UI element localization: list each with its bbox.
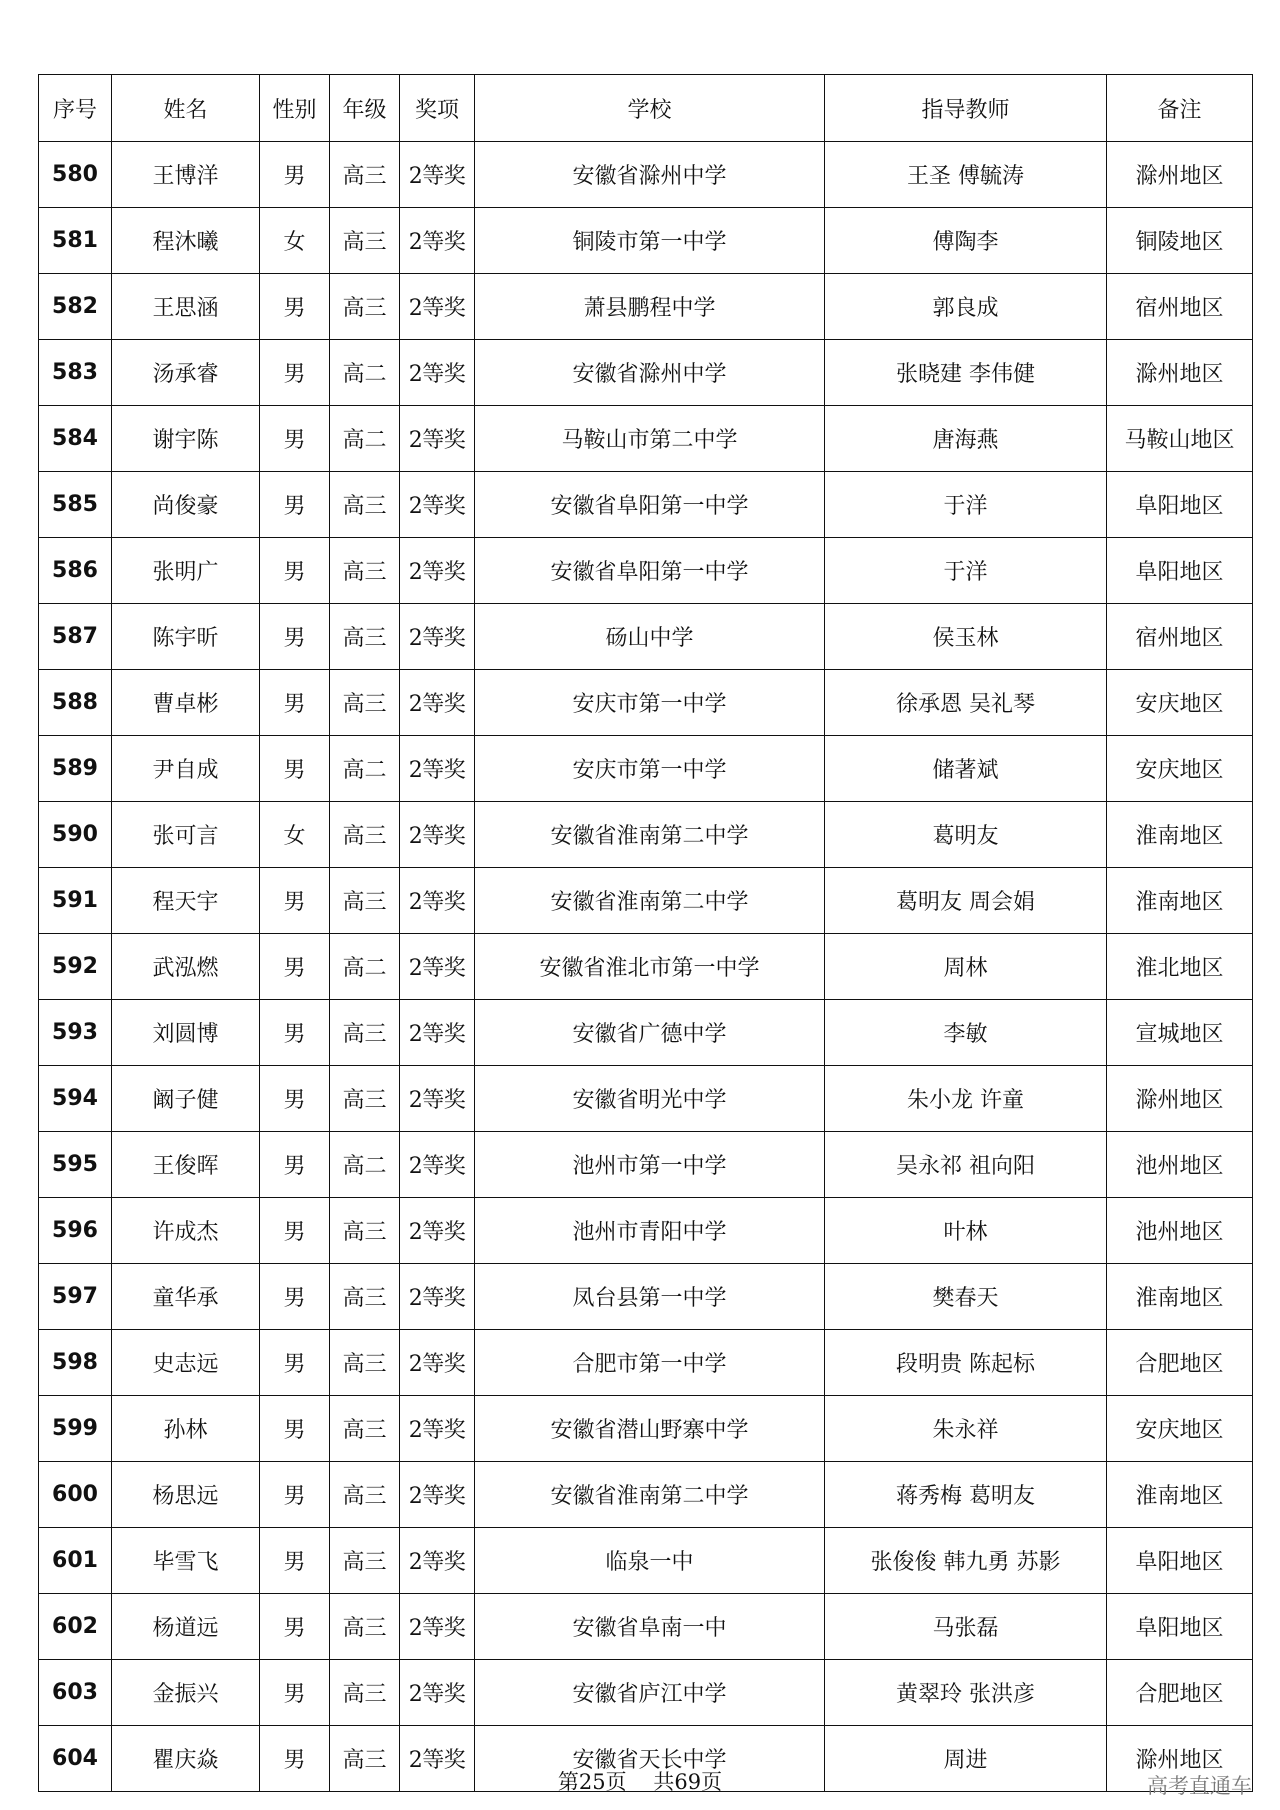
cell-award: 2等奖: [400, 1066, 475, 1132]
cell-no: 584: [39, 406, 112, 472]
cell-note: 合肥地区: [1107, 1660, 1253, 1726]
cell-name: 许成杰: [112, 1198, 260, 1264]
cell-grade: 高三: [330, 1000, 400, 1066]
cell-award: 2等奖: [400, 934, 475, 1000]
cell-grade: 高三: [330, 1726, 400, 1792]
cell-grade: 高三: [330, 1462, 400, 1528]
table-row: [39, 1198, 1253, 1264]
header-school: 学校: [475, 75, 825, 142]
table-row: [39, 1132, 1253, 1198]
cell-no: 598: [39, 1330, 112, 1396]
cell-no: 588: [39, 670, 112, 736]
cell-teacher: 蒋秀梅 葛明友: [825, 1462, 1107, 1528]
cell-grade: 高三: [330, 1264, 400, 1330]
cell-gender: 男: [260, 1264, 330, 1330]
cell-name: 陈宇昕: [112, 604, 260, 670]
cell-school: 临泉一中: [475, 1528, 825, 1594]
cell-award: 2等奖: [400, 1132, 475, 1198]
cell-gender: 男: [260, 472, 330, 538]
table-row: [39, 340, 1253, 406]
cell-gender: 男: [260, 1594, 330, 1660]
cell-name: 瞿庆焱: [112, 1726, 260, 1792]
watermark-text: 高考直通车: [1147, 1774, 1252, 1798]
table-row: [39, 1396, 1253, 1462]
cell-school: 砀山中学: [475, 604, 825, 670]
cell-grade: 高三: [330, 1396, 400, 1462]
cell-note: 淮南地区: [1107, 1462, 1253, 1528]
cell-gender: 男: [260, 868, 330, 934]
cell-grade: 高三: [330, 670, 400, 736]
cell-grade: 高三: [330, 1660, 400, 1726]
cell-no: 599: [39, 1396, 112, 1462]
cell-name: 张可言: [112, 802, 260, 868]
cell-note: 池州地区: [1107, 1132, 1253, 1198]
cell-grade: 高三: [330, 472, 400, 538]
cell-school: 安庆市第一中学: [475, 670, 825, 736]
cell-note: 滁州地区: [1107, 1066, 1253, 1132]
cell-gender: 男: [260, 142, 330, 208]
cell-award: 2等奖: [400, 1330, 475, 1396]
cell-name: 张明广: [112, 538, 260, 604]
header-no: 序号: [39, 75, 112, 142]
table-row: [39, 1462, 1253, 1528]
cell-note: 合肥地区: [1107, 1330, 1253, 1396]
table-row: [39, 274, 1253, 340]
cell-no: 581: [39, 208, 112, 274]
cell-teacher: 王圣 傅毓涛: [825, 142, 1107, 208]
cell-school: 铜陵市第一中学: [475, 208, 825, 274]
cell-teacher: 唐海燕: [825, 406, 1107, 472]
cell-note: 宣城地区: [1107, 1000, 1253, 1066]
cell-name: 尚俊豪: [112, 472, 260, 538]
cell-award: 2等奖: [400, 1660, 475, 1726]
cell-name: 曹卓彬: [112, 670, 260, 736]
cell-note: 淮北地区: [1107, 934, 1253, 1000]
cell-gender: 男: [260, 274, 330, 340]
cell-award: 2等奖: [400, 1726, 475, 1792]
cell-note: 安庆地区: [1107, 670, 1253, 736]
cell-school: 合肥市第一中学: [475, 1330, 825, 1396]
cell-name: 杨道远: [112, 1594, 260, 1660]
cell-grade: 高三: [330, 142, 400, 208]
table-row: [39, 1660, 1253, 1726]
header-row: [39, 75, 1253, 142]
table-row: [39, 208, 1253, 274]
cell-school: 安徽省淮南第二中学: [475, 802, 825, 868]
cell-award: 2等奖: [400, 406, 475, 472]
cell-grade: 高二: [330, 934, 400, 1000]
cell-note: 淮南地区: [1107, 802, 1253, 868]
cell-award: 2等奖: [400, 1264, 475, 1330]
cell-teacher: 周进: [825, 1726, 1107, 1792]
cell-note: 铜陵地区: [1107, 208, 1253, 274]
cell-name: 王博洋: [112, 142, 260, 208]
cell-gender: 男: [260, 1330, 330, 1396]
table-row: [39, 538, 1253, 604]
table-row: [39, 472, 1253, 538]
cell-note: 阜阳地区: [1107, 1594, 1253, 1660]
cell-teacher: 马张磊: [825, 1594, 1107, 1660]
cell-note: 阜阳地区: [1107, 472, 1253, 538]
cell-note: 安庆地区: [1107, 736, 1253, 802]
page-number: 第25页 共69页: [557, 1770, 723, 1794]
cell-award: 2等奖: [400, 802, 475, 868]
cell-name: 尹自成: [112, 736, 260, 802]
cell-name: 武泓燃: [112, 934, 260, 1000]
table-row: [39, 1000, 1253, 1066]
cell-school: 安徽省淮南第二中学: [475, 868, 825, 934]
cell-name: 金振兴: [112, 1660, 260, 1726]
table-row: [39, 1330, 1253, 1396]
cell-award: 2等奖: [400, 1462, 475, 1528]
cell-gender: 男: [260, 1132, 330, 1198]
cell-school: 安徽省明光中学: [475, 1066, 825, 1132]
cell-teacher: 于洋: [825, 472, 1107, 538]
cell-school: 安徽省庐江中学: [475, 1660, 825, 1726]
cell-no: 589: [39, 736, 112, 802]
cell-teacher: 樊春天: [825, 1264, 1107, 1330]
cell-teacher: 张晓建 李伟健: [825, 340, 1107, 406]
cell-note: 宿州地区: [1107, 274, 1253, 340]
cell-name: 汤承睿: [112, 340, 260, 406]
cell-note: 阜阳地区: [1107, 1528, 1253, 1594]
cell-no: 602: [39, 1594, 112, 1660]
cell-gender: 男: [260, 1462, 330, 1528]
cell-grade: 高三: [330, 1198, 400, 1264]
cell-no: 601: [39, 1528, 112, 1594]
cell-teacher: 葛明友 周会娟: [825, 868, 1107, 934]
cell-note: 宿州地区: [1107, 604, 1253, 670]
cell-no: 591: [39, 868, 112, 934]
cell-grade: 高三: [330, 1528, 400, 1594]
cell-grade: 高二: [330, 340, 400, 406]
cell-no: 585: [39, 472, 112, 538]
cell-award: 2等奖: [400, 472, 475, 538]
cell-school: 安徽省淮北市第一中学: [475, 934, 825, 1000]
cell-gender: 男: [260, 1726, 330, 1792]
header-gender: 性别: [260, 75, 330, 142]
cell-name: 王思涵: [112, 274, 260, 340]
header-award: 奖项: [400, 75, 475, 142]
cell-award: 2等奖: [400, 604, 475, 670]
cell-award: 2等奖: [400, 142, 475, 208]
table-body: [39, 142, 1253, 1792]
cell-note: 马鞍山地区: [1107, 406, 1253, 472]
cell-note: 阜阳地区: [1107, 538, 1253, 604]
cell-name: 程天宇: [112, 868, 260, 934]
cell-grade: 高三: [330, 274, 400, 340]
cell-award: 2等奖: [400, 1528, 475, 1594]
cell-school: 萧县鹏程中学: [475, 274, 825, 340]
cell-no: 596: [39, 1198, 112, 1264]
cell-note: 淮南地区: [1107, 868, 1253, 934]
table-row: [39, 142, 1253, 208]
cell-name: 王俊晖: [112, 1132, 260, 1198]
cell-teacher: 于洋: [825, 538, 1107, 604]
cell-gender: 女: [260, 802, 330, 868]
cell-gender: 男: [260, 1528, 330, 1594]
cell-gender: 男: [260, 934, 330, 1000]
cell-award: 2等奖: [400, 274, 475, 340]
cell-note: 滁州地区: [1107, 142, 1253, 208]
cell-no: 593: [39, 1000, 112, 1066]
cell-note: 滁州地区: [1107, 1726, 1253, 1792]
cell-name: 史志远: [112, 1330, 260, 1396]
cell-gender: 男: [260, 604, 330, 670]
table-row: [39, 406, 1253, 472]
cell-grade: 高三: [330, 208, 400, 274]
cell-grade: 高三: [330, 868, 400, 934]
cell-school: 池州市青阳中学: [475, 1198, 825, 1264]
cell-teacher: 储著斌: [825, 736, 1107, 802]
cell-grade: 高三: [330, 1330, 400, 1396]
cell-no: 603: [39, 1660, 112, 1726]
cell-no: 600: [39, 1462, 112, 1528]
cell-no: 597: [39, 1264, 112, 1330]
cell-teacher: 张俊俊 韩九勇 苏影: [825, 1528, 1107, 1594]
cell-grade: 高三: [330, 538, 400, 604]
cell-name: 童华承: [112, 1264, 260, 1330]
cell-teacher: 周林: [825, 934, 1107, 1000]
cell-gender: 男: [260, 340, 330, 406]
cell-no: 594: [39, 1066, 112, 1132]
header-note: 备注: [1107, 75, 1253, 142]
cell-school: 凤台县第一中学: [475, 1264, 825, 1330]
cell-school: 安徽省滁州中学: [475, 340, 825, 406]
table-row: [39, 604, 1253, 670]
cell-school: 安徽省阜南一中: [475, 1594, 825, 1660]
cell-school: 安徽省潜山野寨中学: [475, 1396, 825, 1462]
cell-gender: 男: [260, 1000, 330, 1066]
cell-teacher: 郭良成: [825, 274, 1107, 340]
cell-note: 池州地区: [1107, 1198, 1253, 1264]
cell-school: 安徽省阜阳第一中学: [475, 538, 825, 604]
cell-gender: 男: [260, 1198, 330, 1264]
cell-name: 程沐曦: [112, 208, 260, 274]
cell-gender: 男: [260, 1660, 330, 1726]
cell-school: 安庆市第一中学: [475, 736, 825, 802]
header-name: 姓名: [112, 75, 260, 142]
cell-teacher: 朱小龙 许童: [825, 1066, 1107, 1132]
cell-gender: 女: [260, 208, 330, 274]
cell-grade: 高三: [330, 1594, 400, 1660]
cell-grade: 高三: [330, 1066, 400, 1132]
cell-name: 孙林: [112, 1396, 260, 1462]
table-row: [39, 868, 1253, 934]
table-row: [39, 934, 1253, 1000]
cell-school: 安徽省淮南第二中学: [475, 1462, 825, 1528]
cell-gender: 男: [260, 538, 330, 604]
cell-no: 592: [39, 934, 112, 1000]
cell-grade: 高二: [330, 406, 400, 472]
cell-teacher: 葛明友: [825, 802, 1107, 868]
cell-award: 2等奖: [400, 340, 475, 406]
cell-no: 583: [39, 340, 112, 406]
cell-school: 安徽省广德中学: [475, 1000, 825, 1066]
cell-gender: 男: [260, 406, 330, 472]
cell-no: 582: [39, 274, 112, 340]
cell-name: 谢宇陈: [112, 406, 260, 472]
cell-note: 淮南地区: [1107, 1264, 1253, 1330]
cell-school: 安徽省天长中学: [475, 1726, 825, 1792]
cell-award: 2等奖: [400, 1000, 475, 1066]
cell-teacher: 段明贵 陈起标: [825, 1330, 1107, 1396]
cell-grade: 高三: [330, 802, 400, 868]
cell-gender: 男: [260, 670, 330, 736]
cell-teacher: 侯玉林: [825, 604, 1107, 670]
cell-gender: 男: [260, 736, 330, 802]
cell-no: 604: [39, 1726, 112, 1792]
cell-no: 590: [39, 802, 112, 868]
cell-gender: 男: [260, 1066, 330, 1132]
cell-award: 2等奖: [400, 538, 475, 604]
cell-award: 2等奖: [400, 736, 475, 802]
cell-award: 2等奖: [400, 868, 475, 934]
cell-teacher: 李敏: [825, 1000, 1107, 1066]
cell-award: 2等奖: [400, 670, 475, 736]
cell-award: 2等奖: [400, 1594, 475, 1660]
table-row: [39, 802, 1253, 868]
cell-school: 安徽省滁州中学: [475, 142, 825, 208]
cell-school: 马鞍山市第二中学: [475, 406, 825, 472]
cell-school: 池州市第一中学: [475, 1132, 825, 1198]
cell-school: 安徽省阜阳第一中学: [475, 472, 825, 538]
cell-teacher: 徐承恩 吴礼琴: [825, 670, 1107, 736]
cell-name: 杨思远: [112, 1462, 260, 1528]
table-row: [39, 1594, 1253, 1660]
cell-teacher: 傅陶李: [825, 208, 1107, 274]
cell-name: 刘圆博: [112, 1000, 260, 1066]
table-row: [39, 736, 1253, 802]
cell-teacher: 黄翠玲 张洪彦: [825, 1660, 1107, 1726]
header-grade: 年级: [330, 75, 400, 142]
cell-no: 580: [39, 142, 112, 208]
cell-grade: 高二: [330, 1132, 400, 1198]
cell-award: 2等奖: [400, 208, 475, 274]
cell-name: 毕雪飞: [112, 1528, 260, 1594]
cell-award: 2等奖: [400, 1396, 475, 1462]
cell-teacher: 吴永祁 祖向阳: [825, 1132, 1107, 1198]
cell-grade: 高三: [330, 604, 400, 670]
cell-no: 586: [39, 538, 112, 604]
awards-table: [38, 74, 1253, 1792]
cell-name: 阚子健: [112, 1066, 260, 1132]
table-row: [39, 1066, 1253, 1132]
cell-note: 安庆地区: [1107, 1396, 1253, 1462]
cell-no: 595: [39, 1132, 112, 1198]
table-row: [39, 1528, 1253, 1594]
cell-no: 587: [39, 604, 112, 670]
cell-award: 2等奖: [400, 1198, 475, 1264]
cell-teacher: 叶林: [825, 1198, 1107, 1264]
cell-gender: 男: [260, 1396, 330, 1462]
cell-note: 滁州地区: [1107, 340, 1253, 406]
table-row: [39, 1264, 1253, 1330]
header-teacher: 指导教师: [825, 75, 1107, 142]
cell-grade: 高二: [330, 736, 400, 802]
cell-teacher: 朱永祥: [825, 1396, 1107, 1462]
table-row: [39, 670, 1253, 736]
